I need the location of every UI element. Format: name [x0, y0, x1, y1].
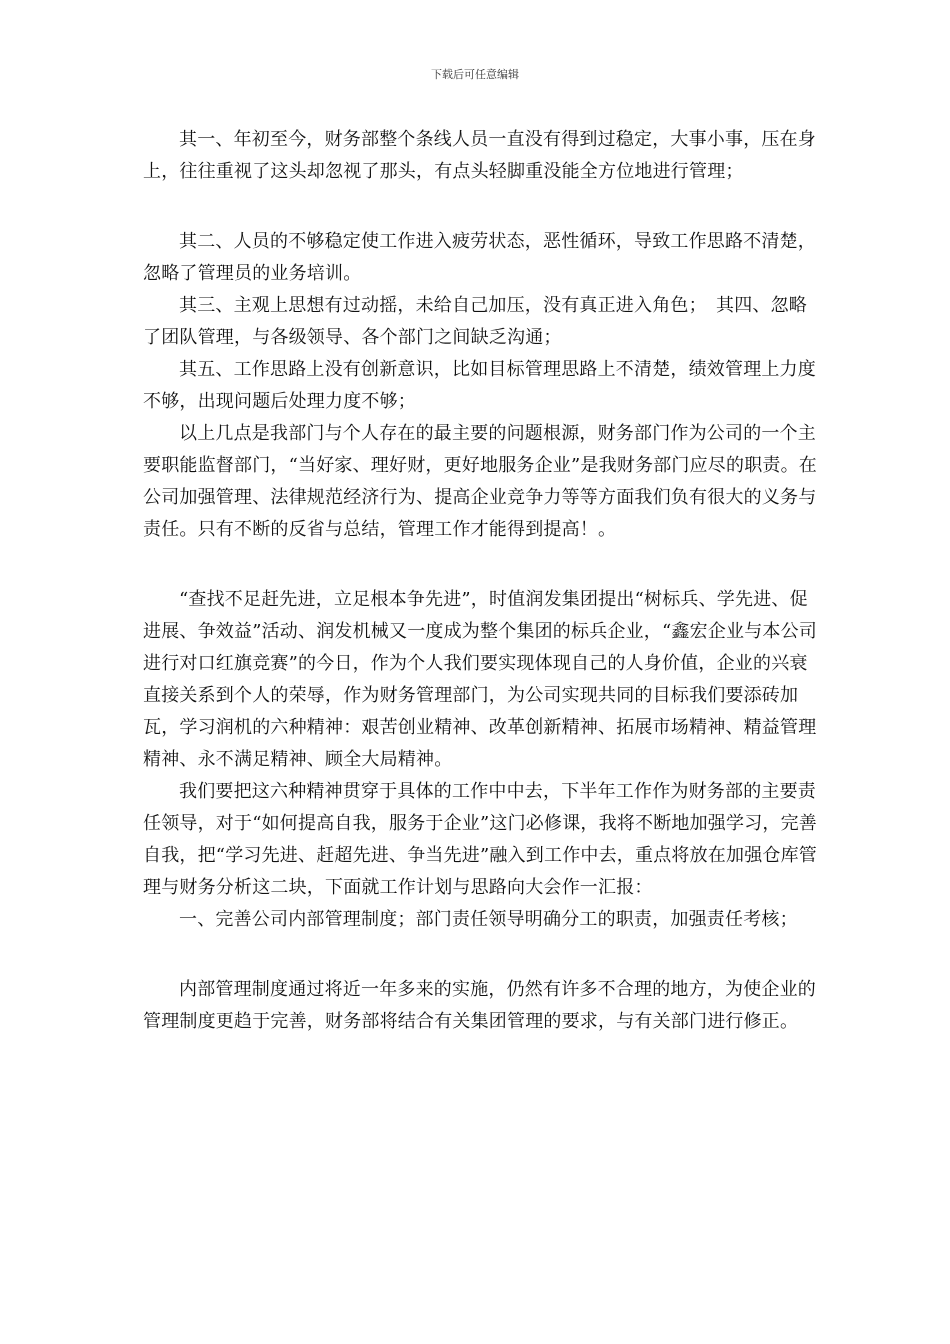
paragraph-9: 内部管理制度通过将近一年多来的实施，仍然有许多不合理的地方，为使企业的管理制度更趋于完善，财务部将结合有关集团管理的要求，与有关部门进行修正。: [143, 979, 816, 1032]
paragraph-6: “查找不足赶先进，立足根本争先进”，时值润发集团提出“树标兵、学先进、促进展、争效益”活动、润发机械又一度成为整个集团的标兵企业，“鑫宏企业与本公司进行对口红旗竞赛”的今日，作为个人我们要实现体现自己的人身价值，企业的兴衰直接关系到个人的荣辱，作为财务管理部门，为公司实现共同的目标我们要添砖加瓦，学习润机的六种精神：艰苦创业精神、改革创新精神、拓展市场精神、精益管理精神、永不满足精神、顾全大局精神。: [143, 589, 818, 770]
paragraph-2: 其二、人员的不够稳定使工作进入疲劳状态，恶性循环，导致工作思路不清楚，忽略了管理员的业务培训。: [143, 231, 816, 284]
paragraph-5: 以上几点是我部门与个人存在的最主要的问题根源，财务部门作为公司的一个主要职能监督部门，“当好家、理好财，更好地服务企业”是我财务部门应尽的职责。在公司加强管理、法律规范经济行为、提高企业竞争力等等方面我们负有很大的义务与责任。只有不断的反省与总结，管理工作才能得到提高！。: [143, 423, 818, 540]
paragraph-8: 一、完善公司内部管理制度；部门责任领导明确分工的职责，加强责任考核；: [179, 909, 798, 930]
paragraph-4: 其五、工作思路上没有创新意识，比如目标管理思路上不清楚，绩效管理上力度不够，出现问题后处理力度不够；: [143, 359, 816, 412]
page-header: 下载后可任意编辑: [431, 68, 519, 81]
paragraph-1: 其一、年初至今，财务部整个条线人员一直没有得到过稳定，大事小事，压在身上，往往重视了这头却忽视了那头，有点头轻脚重没能全方位地进行管理；: [143, 129, 816, 182]
paragraph-3: 其三、主观上思想有过动摇，未给自己加压，没有真正进入角色； 其四、忽略了团队管理，与各级领导、各个部门之间缺乏沟通；: [143, 295, 807, 348]
document-body: [143, 124, 823, 1038]
paragraph-7: 我们要把这六种精神贯穿于具体的工作中中去，下半年工作作为财务部的主要责任领导，对于“如何提高自我，服务于企业”这门必修课，我将不断地加强学习，完善自我，把“学习先进、赶超先进、争当先进”融入到工作中去，重点将放在加强仓库管理与财务分析这二块，下面就工作计划与思路向大会作一汇报：: [143, 781, 818, 898]
